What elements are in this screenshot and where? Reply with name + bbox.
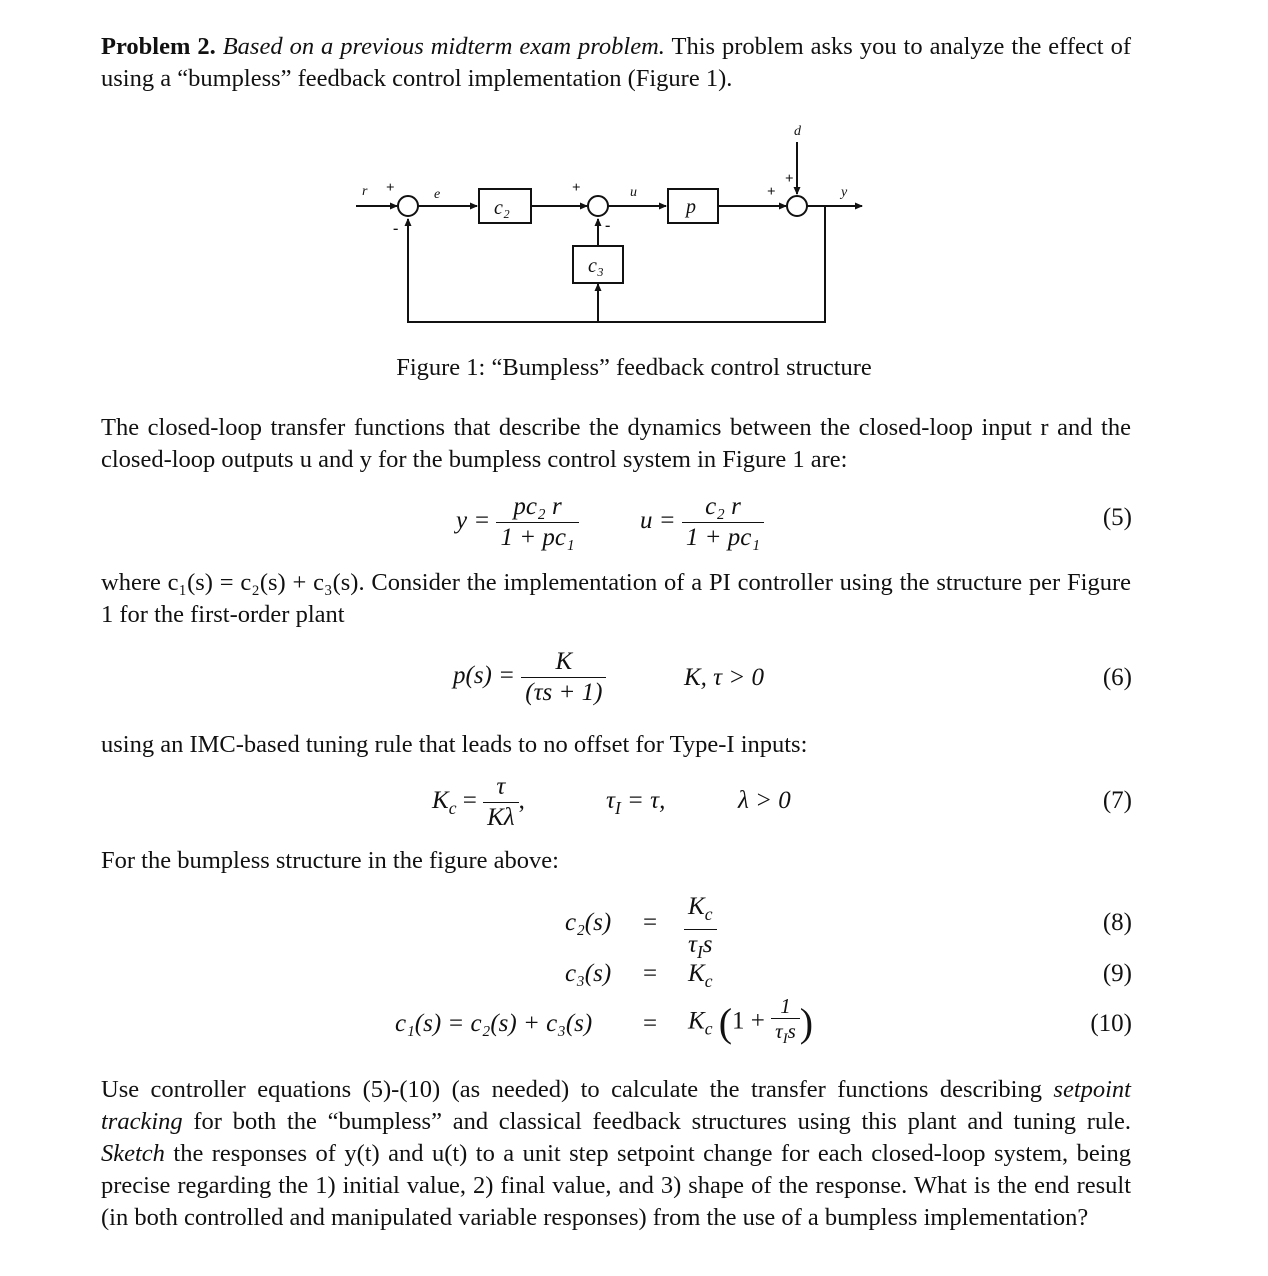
eq5-u-lhs: u = bbox=[640, 507, 676, 535]
paragraph-5-setpoint: setpoint tracking bbox=[101, 1076, 1131, 1135]
eq7-kc bbox=[432, 772, 525, 833]
sign-plus-sum3-top: + bbox=[785, 171, 794, 187]
eq8-rhs bbox=[684, 892, 717, 967]
paragraph-4-text: For the bumpless structure in the figure above: bbox=[101, 847, 559, 874]
label-y: y bbox=[841, 185, 848, 200]
eq-number-5: (5) bbox=[1102, 504, 1132, 531]
label-u: u bbox=[630, 185, 637, 200]
label-e: e bbox=[434, 187, 441, 202]
eq6 bbox=[453, 647, 606, 708]
eq7-taui-sub: I bbox=[614, 798, 621, 818]
eq7-comma: , bbox=[518, 787, 525, 815]
block-diagram bbox=[0, 0, 1268, 350]
eq7-kc-symbol: K bbox=[432, 787, 449, 815]
sign-minus-sum2: - bbox=[605, 217, 611, 234]
eq7-denominator: Kλ bbox=[487, 804, 515, 831]
eq7-equals: = bbox=[462, 787, 477, 815]
eq5-y-numerator: pc₂ r bbox=[496, 492, 578, 523]
eq8-lhs: c₂(s) bbox=[565, 909, 612, 936]
eq6-lhs: p(s) = bbox=[453, 662, 515, 690]
eq9-lhs: c₃(s) bbox=[565, 960, 612, 987]
eq10-equals: = bbox=[643, 1010, 658, 1037]
paragraph-5-part-a: Use controller equations (5)-(10) (as needed) to calculate the transfer functions describing bbox=[101, 1076, 1042, 1103]
eq9-rhs bbox=[688, 960, 712, 992]
eq7-taui-rhs: = τ, bbox=[627, 787, 666, 814]
paragraph-3 bbox=[101, 729, 1131, 761]
eq8-den-tau: τ bbox=[688, 931, 697, 958]
eq-number-7: (7) bbox=[1102, 787, 1132, 814]
eq6-fraction bbox=[521, 647, 606, 708]
paragraph-5-part-b: for both the “bumpless” and classical feedback structures using this plant and tuning rule. bbox=[193, 1108, 1131, 1135]
eq8-fraction bbox=[684, 892, 717, 967]
eq10-right-paren: ) bbox=[799, 1000, 814, 1046]
sum-junction-2 bbox=[588, 196, 608, 216]
eq5-u-denominator: 1 + pc₁ bbox=[685, 524, 761, 551]
sign-minus-sum1: - bbox=[393, 220, 399, 237]
label-c3: c₃ bbox=[588, 255, 604, 277]
eq10-k: K bbox=[688, 1007, 705, 1035]
eq8-equals: = bbox=[643, 909, 658, 936]
label-p: p bbox=[686, 196, 696, 218]
eq5-y bbox=[456, 492, 579, 553]
eq5-u-numerator: c₂ r bbox=[682, 492, 764, 523]
eq10-numerator: 1 bbox=[771, 994, 800, 1019]
figure-caption: Figure 1: “Bumpless” feedback control structure bbox=[396, 354, 872, 381]
sum-junction-3 bbox=[787, 196, 807, 216]
eq-number-8: (8) bbox=[1102, 909, 1132, 936]
eq10-den-sub: I bbox=[782, 1031, 788, 1048]
eq10-left-paren: ( bbox=[718, 1000, 733, 1046]
label-r: r bbox=[362, 184, 368, 199]
paragraph-2 bbox=[101, 567, 1131, 631]
eq10-lhs: c₁(s) = c₂(s) + c₃(s) bbox=[395, 1010, 593, 1037]
eq10-den-tau: τ bbox=[775, 1019, 783, 1043]
eq8-den-s: s bbox=[702, 931, 713, 958]
sum-junction-1 bbox=[398, 196, 418, 216]
eq10-one-plus: 1 + bbox=[732, 1007, 765, 1035]
problem-intro: This problem asks you to analyze the effect of using a “bumpless” feedback control implementation (Figure 1). bbox=[101, 33, 1131, 92]
eq10-fraction bbox=[771, 994, 800, 1051]
eq5-y-denominator: 1 + pc₁ bbox=[500, 524, 575, 551]
eq-number-6: (6) bbox=[1102, 664, 1132, 691]
eq5-y-fraction bbox=[496, 492, 578, 553]
sign-plus-sum2: + bbox=[572, 180, 581, 196]
eq6-denominator: (τs + 1) bbox=[525, 679, 603, 706]
eq6-condition: K, τ > 0 bbox=[684, 664, 764, 691]
eq7-fraction bbox=[483, 772, 519, 833]
paragraph-1 bbox=[101, 412, 1131, 476]
problem-label: Problem 2. bbox=[101, 33, 216, 60]
eq10-denominator bbox=[771, 1019, 800, 1051]
label-d: d bbox=[794, 124, 801, 139]
eq6-numerator: K bbox=[521, 647, 606, 678]
eq8-num-k: K bbox=[688, 893, 705, 920]
eq5-u-fraction bbox=[682, 492, 764, 553]
eq9-rhs-sub: c bbox=[704, 971, 713, 991]
eq5-u bbox=[640, 492, 764, 553]
paragraph-2-text: where c₁(s) = c₂(s) + c₃(s). Consider the implementation of a PI controller using the structure per Figure 1 for the first-order plant bbox=[101, 569, 1131, 628]
problem-source: Based on a previous midterm exam problem. bbox=[222, 33, 665, 60]
eq7-taui-symbol: τ bbox=[606, 787, 615, 814]
eq9-rhs-k: K bbox=[688, 960, 705, 987]
eq7-taui bbox=[606, 787, 665, 819]
eq-number-9: (9) bbox=[1102, 960, 1132, 987]
eq8-numerator bbox=[684, 892, 717, 930]
eq9-equals: = bbox=[643, 960, 658, 987]
eq10-k-sub: c bbox=[704, 1018, 713, 1039]
eq7-kc-sub: c bbox=[448, 798, 457, 819]
paragraph-5 bbox=[101, 1074, 1131, 1234]
eq10-rhs bbox=[688, 994, 813, 1051]
paragraph-5-part-c: the responses of y(t) and u(t) to a unit step setpoint change for each closed-loop system, being precise regarding the 1) initial value, 2) final value, and 3) shape of the response. What is the end result (in both controlled and manipulated variable responses) from the use of a bumpless implementation? bbox=[101, 1140, 1132, 1231]
label-c2: c₂ bbox=[494, 197, 510, 219]
paragraph-5-sketch: Sketch bbox=[101, 1140, 165, 1167]
paragraph-3-text: using an IMC-based tuning rule that leads to no offset for Type-I inputs: bbox=[101, 731, 808, 758]
paragraph-4 bbox=[101, 845, 1131, 877]
eq-number-10: (10) bbox=[1090, 1010, 1132, 1037]
eq5-y-lhs: y = bbox=[456, 507, 491, 535]
sign-plus-sum1: + bbox=[386, 180, 395, 196]
paragraph-1-text: The closed-loop transfer functions that describe the dynamics between the closed-loop input r and the closed-loop outputs u and y for the bumpless control system in Figure 1 are: bbox=[101, 414, 1131, 473]
eq8-num-sub: c bbox=[704, 904, 713, 924]
eq7-lambda: λ > 0 bbox=[738, 787, 791, 814]
eq10-den-s: s bbox=[787, 1019, 796, 1043]
eq8-den-sub: I bbox=[696, 942, 703, 962]
sign-plus-sum3-left: + bbox=[767, 184, 776, 200]
eq7-numerator: τ bbox=[483, 772, 519, 803]
